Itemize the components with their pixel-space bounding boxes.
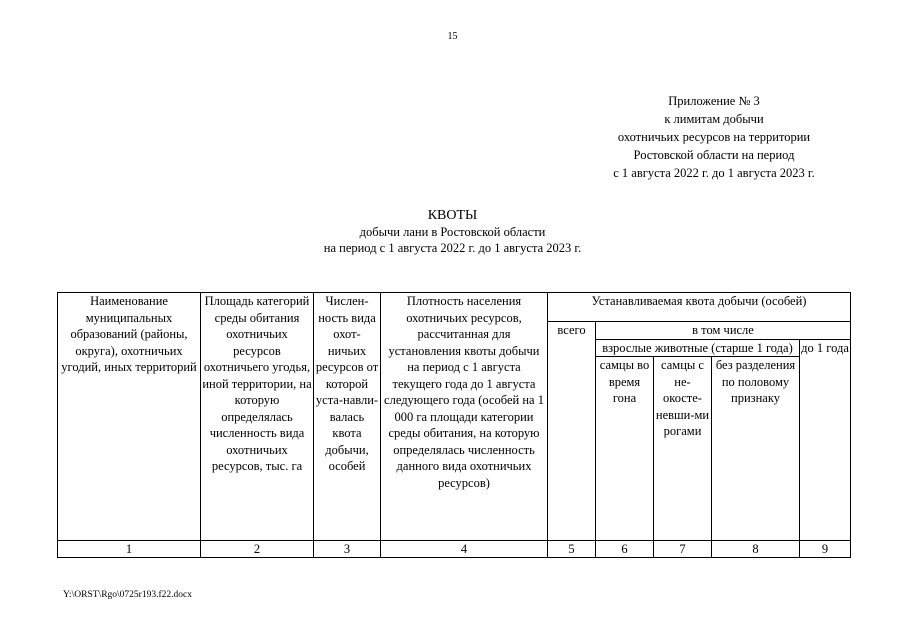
header-density: Плотность населения охотничьих ресурсов, рассчитанная для установления квоты добычи на период с 1 августа текущего года до 1 августа следующего года (особей на 1 000 га площади категории среды обитания, на которую определялась численность данного вида охотничьих ресурсов) — [381, 293, 548, 541]
column-number: 8 — [712, 541, 800, 558]
header-males-rut: самцы во время гона — [596, 357, 654, 541]
header-municipality: Наименование муниципальных образований (районы, округа), охотничьих угодий, иных территорий — [58, 293, 201, 541]
column-number-row — [58, 541, 851, 558]
title-subtitle: добычи лани в Ростовской области — [359, 225, 546, 239]
column-number: 2 — [201, 541, 314, 558]
appendix-caption — [584, 92, 844, 182]
appendix-line: охотничьих ресурсов на территории — [617, 130, 811, 144]
column-number: 4 — [381, 541, 548, 558]
appendix-line: к лимитам добычи — [664, 112, 764, 126]
title-main: КВОТЫ — [427, 208, 478, 223]
quota-table — [57, 292, 851, 558]
header-under-1-year: до 1 года — [800, 339, 851, 541]
column-number: 5 — [548, 541, 596, 558]
column-number: 6 — [596, 541, 654, 558]
file-path-footer: Y:\ORST\Rgo\0725r193.f22.docx — [63, 590, 192, 600]
appendix-line: Приложение № 3 — [668, 94, 760, 108]
header-total: всего — [548, 322, 596, 541]
column-number: 3 — [314, 541, 381, 558]
header-males-antlers: самцы с не-окосте-невши-ми рогами — [654, 357, 712, 541]
header-no-sex-division: без разделения по половому признаку — [712, 357, 800, 541]
header-quota-group: Устанавливаемая квота добычи (особей) — [548, 293, 851, 322]
header-population: Числен-ность вида охот-ничьих ресурсов от которой уста-навли-валась квота добычи, особей — [314, 293, 381, 541]
page-number: 15 — [447, 31, 458, 42]
column-number: 9 — [800, 541, 851, 558]
appendix-line: с 1 августа 2022 г. до 1 августа 2023 г. — [613, 166, 815, 180]
title-period: на период с 1 августа 2022 г. до 1 августа 2023 г. — [323, 241, 582, 255]
appendix-line: Ростовской области на период — [633, 148, 795, 162]
column-number: 7 — [654, 541, 712, 558]
document-title — [0, 208, 905, 256]
column-number: 1 — [58, 541, 201, 558]
header-adults: взрослые животные (старше 1 года) — [596, 339, 800, 357]
header-habitat-area: Площадь категорий среды обитания охотничьих ресурсов охотничьего угодья, иной территории, на которую определялась численность вида охотничьих ресурсов, тыс. га — [201, 293, 314, 541]
header-including: в том числе — [596, 322, 851, 340]
